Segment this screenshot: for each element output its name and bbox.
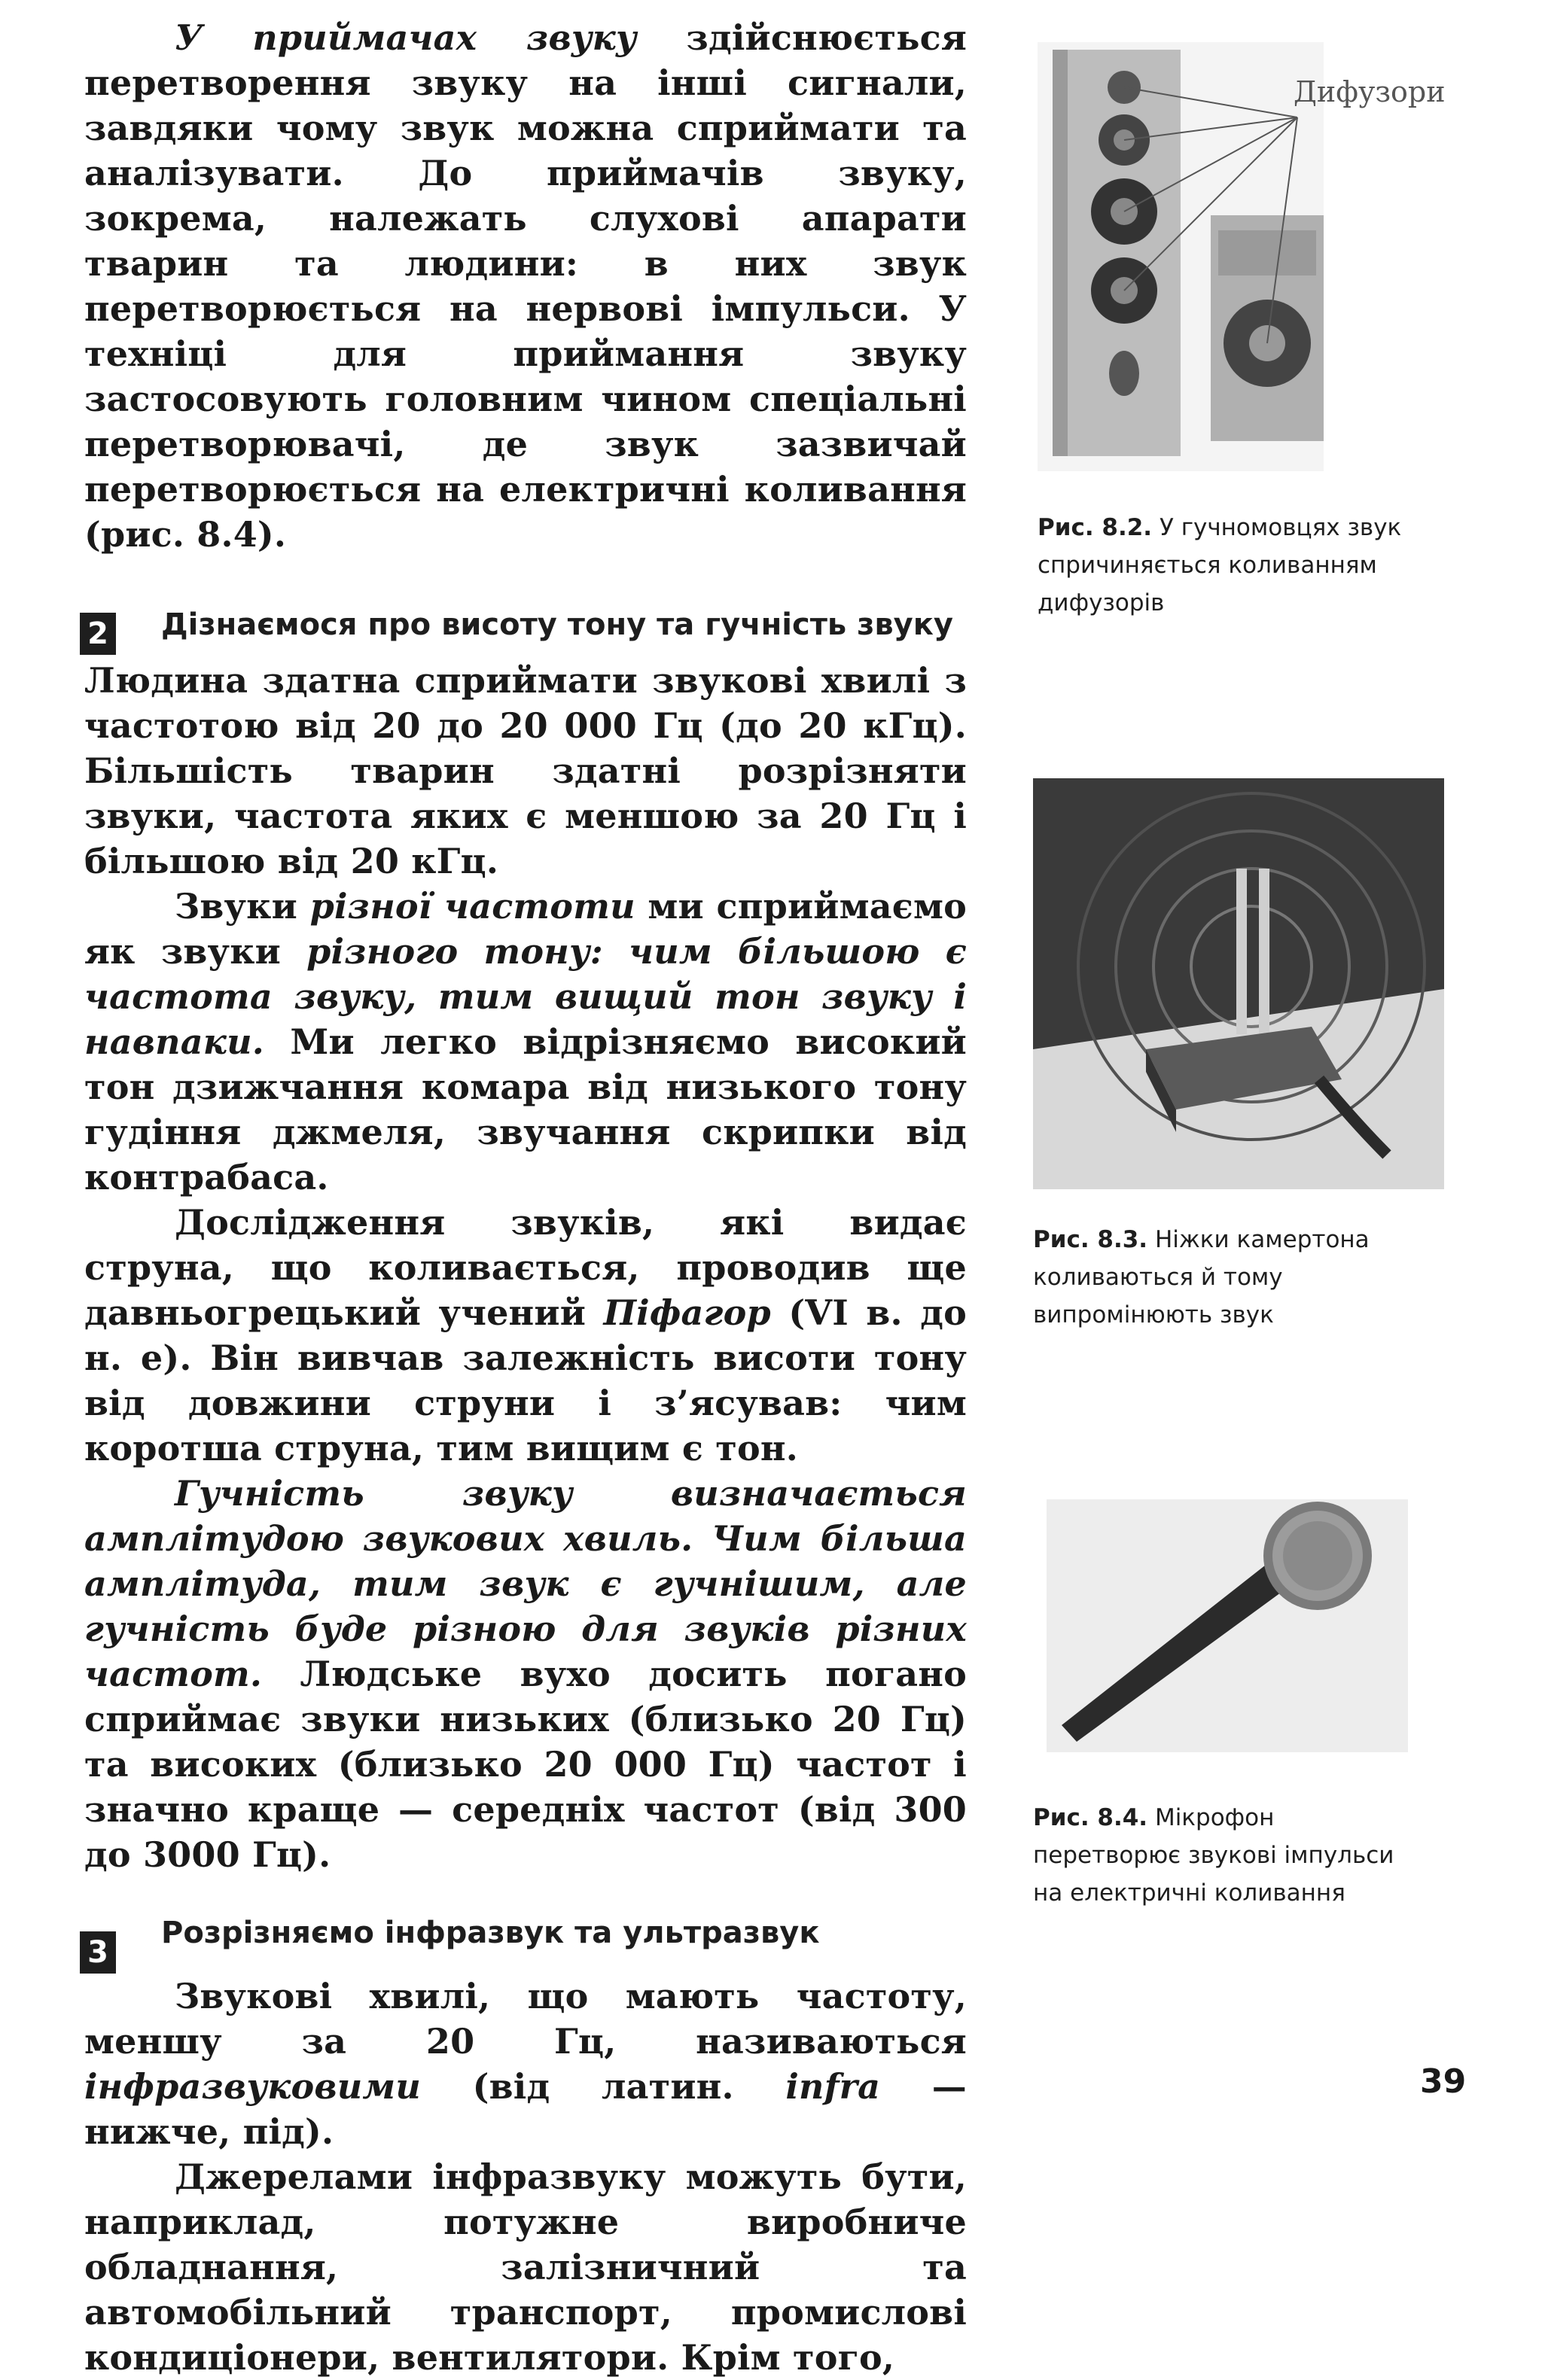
section-3-badge: 3	[80, 1931, 116, 1974]
caption-text: У гучномовцях звук спричиняється коливанням дифузорів	[1038, 514, 1402, 616]
text-run: (від латин.	[421, 2066, 786, 2107]
text-run: Дослідження звуків, які видає струна, що коливається, проводив ще давньогрецький учений	[84, 1202, 967, 1333]
section-2-header	[84, 605, 967, 655]
text-run-italic: infra	[785, 2066, 881, 2107]
microphone-illustration	[1047, 1499, 1408, 1752]
figure-loudspeakers	[1038, 42, 1324, 471]
text-run-italic: Гучність звуку визначається амплітудою звукових хвиль. Чим більша амплітуда, тим звук є гучнішим, але гучність буде різною для звуків різних частот.	[84, 1473, 967, 1694]
section-2-paragraph-3	[84, 1200, 967, 1471]
intro-paragraph	[84, 15, 967, 557]
text-run: Ми легко відрізняємо високий тон дзижчання комара від низького тону гудіння джмеля, звучання скрипки від контрабаса.	[84, 1021, 967, 1198]
caption-ref: Рис. 8.3.	[1033, 1226, 1148, 1253]
text-run-italic: різного тону: чим більшою є частота звуку, тим вищий тон звуку і навпаки.	[84, 931, 967, 1062]
section-3-paragraph-1	[84, 1974, 967, 2154]
caption-fig-8-2	[1038, 509, 1429, 622]
caption-fig-8-4	[1033, 1799, 1425, 1912]
caption-ref: Рис. 8.2.	[1038, 514, 1153, 541]
text-run: Людське вухо досить погано сприймає звуки низьких (близько 20 Гц) та високих (близько 20 000 Гц) частот і значно краще — середніх частот (від 300 до 3000 Гц).	[84, 1654, 967, 1875]
section-3-heading: Розрізняємо інфразвук та ультразвук	[161, 1916, 820, 1950]
text-run: — нижче, під).	[84, 2066, 967, 2152]
caption-fig-8-3	[1033, 1221, 1425, 1334]
section-2-heading: Дізнаємося про висоту тону та гучність звуку	[161, 607, 953, 642]
text-run: Звуки	[175, 886, 310, 927]
section-3-body	[161, 1913, 967, 1955]
figure-tuning-fork	[1033, 778, 1444, 1189]
section-2-paragraph-1: Людина здатна сприймати звукові хвилі з частотою від 20 до 20 000 Гц (до 20 кГц). Більшість тварин здатні розрізняти звуки, частота яких є меншою за 20 Гц і більшою від 20 кГц.	[84, 660, 967, 881]
page-number: 39	[1420, 2062, 1467, 2101]
main-column	[84, 15, 967, 2380]
text-run: (VI в. до н. е). Він вивчав залежність висоти тону від довжини струни і з’ясував: чим коротша струна, тим вищим є тон.	[84, 1292, 967, 1468]
text-run-italic: різної частоти	[309, 886, 635, 927]
section-2-paragraph-4	[84, 1471, 967, 1877]
tuning-fork-illustration	[1033, 778, 1444, 1189]
section-3	[84, 1913, 967, 1974]
section-3-paragraph-2: Джерелами інфразвуку можуть бути, наприклад, потужне виробниче обладнання, залізничний та автомобільний транспорт, промислові кондиціонери, вентилятори. Крім того,	[84, 2156, 967, 2378]
caption-text: Мікрофон перетворює звукові імпульси на електричні коливання	[1033, 1804, 1394, 1907]
text-run-italic: Піфагор	[603, 1292, 771, 1333]
text-run: Звукові хвилі, що мають частоту, меншу за 20 Гц, називаються	[84, 1976, 967, 2062]
text-run-italic: інфразвуковими	[84, 2066, 421, 2107]
caption-text: Ніжки камертона коливаються й тому випромінюють звук	[1033, 1226, 1370, 1328]
section-2-paragraph-2	[84, 884, 967, 1200]
intro-lead: У приймачах звуку	[175, 17, 637, 58]
intro-rest: здійснюється перетворення звуку на інші сигнали, завдяки чому звук можна сприймати та аналізувати. До приймачів звуку, зокрема, належать слухові апарати тварин та людини: в них звук перетворюється на нервові імпульси. У техніці для приймання звуку застосовують головним чином спеціальні перетворювачі, де звук зазвичай перетворюється на електричні коливання (рис. 8.4).	[84, 17, 968, 555]
diffusers-label: Дифузори	[1294, 75, 1446, 108]
caption-ref: Рис. 8.4.	[1033, 1804, 1148, 1831]
text-run: ми сприймаємо як звуки	[84, 886, 968, 972]
figure-microphone	[1047, 1499, 1408, 1752]
section-2-badge: 2	[80, 613, 116, 655]
loudspeaker-illustration	[1038, 42, 1324, 471]
